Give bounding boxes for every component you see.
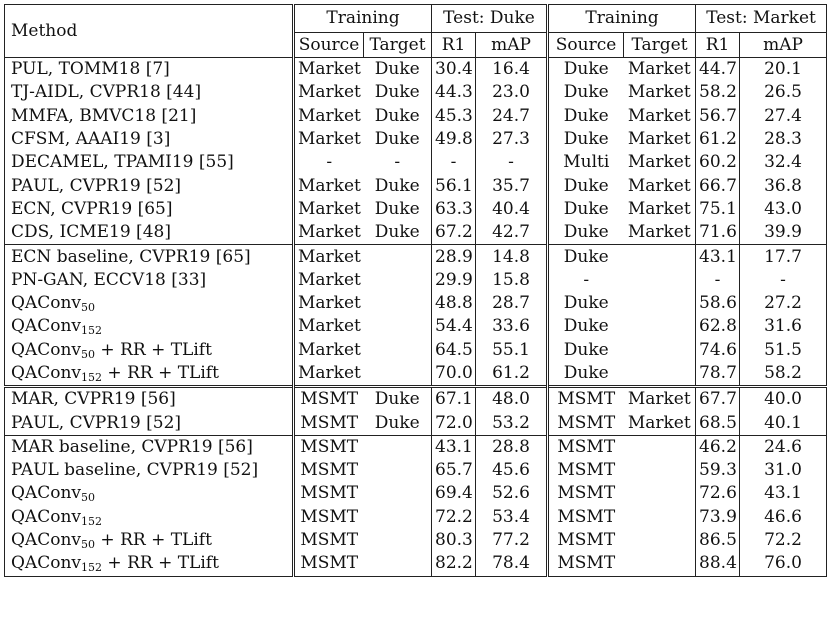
map-cell: 58.2 (740, 362, 827, 387)
r1-cell: 72.6 (696, 482, 740, 505)
method-depth: 50 (81, 347, 96, 361)
source-cell: Duke (548, 245, 624, 269)
header-r1: R1 (432, 33, 476, 58)
method-cell (5, 339, 294, 362)
map-cell: 61.2 (476, 362, 548, 387)
method-depth: 50 (81, 538, 96, 552)
r1-cell: - (696, 269, 740, 292)
table-row (5, 506, 827, 529)
source-cell: MSMT (300, 530, 359, 551)
source-cell: Market (298, 129, 361, 150)
r1-cell: 78.7 (696, 362, 740, 387)
source-cell: MSMT (294, 552, 364, 576)
source-cell: Market (298, 316, 361, 337)
target-cell: Market (627, 222, 691, 243)
r1-cell: 56.1 (432, 174, 476, 197)
r1-cell: 82.2 (432, 552, 476, 576)
r1-cell: 58.6 (696, 292, 740, 315)
target-cell (624, 339, 696, 362)
header-test-duke: Test: Duke (432, 5, 548, 33)
source-cell: MSMT (294, 435, 364, 459)
table-row (5, 387, 827, 412)
source-cell: Market (298, 363, 361, 383)
method-suffix: + RR + TLift (95, 530, 212, 551)
method-name: QAConv (11, 363, 82, 383)
header-r1: R1 (696, 33, 740, 58)
target-cell (364, 435, 432, 459)
method-depth: 152 (81, 514, 103, 528)
map-cell: 24.6 (740, 435, 827, 459)
source-cell: MSMT (300, 506, 359, 527)
map-cell: 27.3 (476, 128, 548, 151)
method-cell (5, 292, 294, 315)
r1-cell: 67.1 (432, 387, 476, 412)
target-cell (364, 269, 432, 292)
table-row (5, 552, 827, 576)
target-cell: Duke (374, 175, 420, 196)
method-suffix: + RR + TLift (102, 363, 219, 383)
r1-cell: 75.1 (696, 198, 740, 221)
map-cell: 43.1 (740, 482, 827, 505)
table-row (5, 198, 827, 221)
r1-cell: 71.6 (696, 221, 740, 245)
target-cell (624, 506, 696, 529)
target-cell (364, 506, 432, 529)
table-row (5, 245, 827, 269)
source-cell: Duke (563, 129, 609, 150)
r1-cell: 61.2 (696, 128, 740, 151)
method-depth: 152 (81, 371, 103, 384)
method-name: QAConv (11, 316, 82, 337)
r1-cell: 74.6 (696, 339, 740, 362)
method-cell: ECN, CVPR19 [65] (5, 198, 294, 221)
results-table (4, 4, 827, 577)
r1-cell: 48.8 (432, 292, 476, 315)
map-cell: 26.5 (740, 81, 827, 104)
target-cell: - (394, 152, 401, 173)
method-name: QAConv (11, 506, 82, 527)
map-cell: 27.2 (740, 292, 827, 315)
r1-cell: 44.7 (696, 58, 740, 82)
table-row (5, 435, 827, 459)
r1-cell: 58.2 (696, 81, 740, 104)
target-cell (624, 552, 696, 576)
map-cell: 42.7 (476, 221, 548, 245)
target-cell: Duke (374, 412, 420, 433)
r1-cell: 43.1 (696, 245, 740, 269)
method-cell: PN-GAN, ECCV18 [33] (5, 269, 294, 292)
r1-cell: 44.3 (432, 81, 476, 104)
method-cell: TJ-AIDL, CVPR18 [44] (5, 81, 294, 104)
source-cell: Market (298, 59, 361, 80)
source-cell: MSMT (548, 552, 624, 576)
r1-cell: 68.5 (696, 411, 740, 435)
source-cell: MSMT (300, 483, 359, 504)
method-cell: DECAMEL, TPAMI19 [55] (5, 151, 294, 174)
target-cell (364, 459, 432, 482)
table-row (5, 315, 827, 338)
source-cell: Duke (563, 105, 609, 126)
source-cell: MSMT (548, 387, 624, 412)
method-cell: CFSM, AAAI19 [3] (5, 128, 294, 151)
source-cell: MSMT (300, 412, 359, 433)
r1-cell: 62.8 (696, 315, 740, 338)
target-cell (364, 529, 432, 552)
source-cell: MSMT (557, 460, 616, 481)
target-cell: Market (627, 59, 691, 80)
map-cell: 15.8 (476, 269, 548, 292)
table-row (5, 151, 827, 174)
method-name: QAConv (11, 293, 82, 314)
table-row (5, 81, 827, 104)
map-cell: 39.9 (740, 221, 827, 245)
r1-cell: 80.3 (432, 529, 476, 552)
source-cell: Market (298, 175, 361, 196)
map-cell: 53.2 (476, 411, 548, 435)
table-header (5, 5, 827, 58)
method-depth: 152 (81, 324, 103, 338)
r1-cell: 28.9 (432, 245, 476, 269)
source-cell: MSMT (548, 435, 624, 459)
source-cell: Duke (563, 59, 609, 80)
method-cell (5, 506, 294, 529)
r1-cell: 67.7 (696, 387, 740, 412)
r1-cell: 66.7 (696, 174, 740, 197)
r1-cell: 59.3 (696, 459, 740, 482)
target-cell: Market (627, 129, 691, 150)
target-cell: Market (627, 152, 691, 173)
source-cell: Duke (563, 363, 609, 383)
map-cell: 48.0 (476, 387, 548, 412)
map-cell: 27.4 (740, 105, 827, 128)
table-body (5, 58, 827, 577)
map-cell: - (740, 269, 827, 292)
target-cell (624, 459, 696, 482)
r1-cell: 72.0 (432, 411, 476, 435)
source-cell: Market (298, 198, 361, 219)
r1-cell: 63.3 (432, 198, 476, 221)
target-cell: Market (627, 175, 691, 196)
target-cell (364, 292, 432, 315)
method-suffix: + RR + TLift (95, 339, 212, 360)
method-name: QAConv (11, 339, 82, 360)
target-cell (624, 529, 696, 552)
r1-cell: 43.1 (432, 435, 476, 459)
target-cell (624, 435, 696, 459)
map-cell: 24.7 (476, 105, 548, 128)
map-cell: 51.5 (740, 339, 827, 362)
r1-cell: 45.3 (432, 105, 476, 128)
map-cell: 16.4 (476, 58, 548, 82)
target-cell (364, 552, 432, 576)
source-cell: Market (298, 269, 361, 290)
target-cell: Duke (374, 59, 420, 80)
target-cell (624, 315, 696, 338)
header-target: Target (364, 33, 432, 58)
source-cell: Market (298, 293, 361, 314)
table-row (5, 339, 827, 362)
target-cell (624, 269, 696, 292)
map-cell: 31.6 (740, 315, 827, 338)
source-cell: MSMT (557, 506, 616, 527)
target-cell (624, 292, 696, 315)
source-cell: Duke (563, 198, 609, 219)
source-cell: Market (298, 339, 361, 360)
r1-cell: 64.5 (432, 339, 476, 362)
map-cell: 40.1 (740, 411, 827, 435)
map-cell: 17.7 (740, 245, 827, 269)
source-cell: Duke (563, 339, 609, 360)
map-cell: 14.8 (476, 245, 548, 269)
method-cell: CDS, ICME19 [48] (5, 221, 294, 245)
target-cell: Market (627, 412, 691, 433)
source-cell: Market (298, 82, 361, 103)
header-training-market: Training (548, 5, 696, 33)
source-cell: MSMT (557, 530, 616, 551)
header-method: Method (5, 5, 294, 58)
map-cell: - (476, 151, 548, 174)
map-cell: 20.1 (740, 58, 827, 82)
map-cell: 43.0 (740, 198, 827, 221)
map-cell: 77.2 (476, 529, 548, 552)
map-cell: 76.0 (740, 552, 827, 576)
table-row (5, 411, 827, 435)
method-cell: PAUL, CVPR19 [52] (5, 174, 294, 197)
r1-cell: 46.2 (696, 435, 740, 459)
target-cell: Duke (374, 105, 420, 126)
target-cell (364, 245, 432, 269)
method-name: QAConv (11, 553, 82, 574)
target-cell: Duke (374, 129, 420, 150)
target-cell (624, 482, 696, 505)
map-cell: 31.0 (740, 459, 827, 482)
map-cell: 53.4 (476, 506, 548, 529)
source-cell: MSMT (557, 412, 616, 433)
map-cell: 28.3 (740, 128, 827, 151)
table-row (5, 105, 827, 128)
table-row (5, 221, 827, 245)
table-row (5, 174, 827, 197)
r1-cell: 86.5 (696, 529, 740, 552)
map-cell: 72.2 (740, 529, 827, 552)
method-cell (5, 552, 294, 576)
method-cell: ECN baseline, CVPR19 [65] (5, 245, 294, 269)
table-row (5, 128, 827, 151)
table-row (5, 529, 827, 552)
r1-cell: 54.4 (432, 315, 476, 338)
target-cell: Duke (374, 198, 420, 219)
source-cell: Duke (563, 222, 609, 243)
source-cell: - (326, 152, 333, 173)
r1-cell: 72.2 (432, 506, 476, 529)
r1-cell: 88.4 (696, 552, 740, 576)
map-cell: 28.7 (476, 292, 548, 315)
source-cell: Duke (563, 293, 609, 314)
map-cell: 35.7 (476, 174, 548, 197)
source-cell: Duke (563, 316, 609, 337)
map-cell: 46.6 (740, 506, 827, 529)
header-map: mAP (740, 33, 827, 58)
header-source: Source (548, 33, 624, 58)
target-cell (624, 245, 696, 269)
source-cell: Multi (563, 152, 610, 173)
target-cell: Market (627, 105, 691, 126)
method-depth: 50 (81, 491, 96, 505)
table-row (5, 292, 827, 315)
target-cell: Market (627, 82, 691, 103)
method-cell: MAR, CVPR19 [56] (5, 387, 294, 412)
target-cell (624, 362, 696, 387)
table-row (5, 269, 827, 292)
r1-cell: 49.8 (432, 128, 476, 151)
source-cell: Market (298, 222, 361, 243)
source-cell: MSMT (300, 460, 359, 481)
target-cell (364, 315, 432, 338)
method-cell (5, 529, 294, 552)
source-cell: MSMT (294, 387, 364, 412)
map-cell: 40.4 (476, 198, 548, 221)
source-cell: Market (298, 105, 361, 126)
table-row (5, 482, 827, 505)
map-cell: 55.1 (476, 339, 548, 362)
target-cell: Duke (374, 222, 420, 243)
header-test-market: Test: Market (696, 5, 827, 33)
map-cell: 45.6 (476, 459, 548, 482)
r1-cell: 56.7 (696, 105, 740, 128)
source-cell: Market (294, 245, 364, 269)
r1-cell: 67.2 (432, 221, 476, 245)
method-depth: 50 (81, 301, 96, 315)
map-cell: 78.4 (476, 552, 548, 576)
header-source: Source (294, 33, 364, 58)
method-cell: MAR baseline, CVPR19 [56] (5, 435, 294, 459)
target-cell (364, 362, 432, 387)
method-cell: PUL, TOMM18 [7] (5, 58, 294, 82)
target-cell: Market (624, 387, 696, 412)
map-cell: 33.6 (476, 315, 548, 338)
map-cell: 28.8 (476, 435, 548, 459)
header-training-duke: Training (294, 5, 432, 33)
target-cell (364, 482, 432, 505)
table-row (5, 459, 827, 482)
map-cell: 32.4 (740, 151, 827, 174)
r1-cell: 69.4 (432, 482, 476, 505)
method-name: QAConv (11, 483, 82, 504)
table-row (5, 58, 827, 82)
table-row (5, 362, 827, 387)
target-cell: Duke (364, 387, 432, 412)
r1-cell: 73.9 (696, 506, 740, 529)
header-map: mAP (476, 33, 548, 58)
method-depth: 152 (81, 561, 103, 575)
method-cell: PAUL baseline, CVPR19 [52] (5, 459, 294, 482)
method-name: QAConv (11, 530, 82, 551)
r1-cell: 60.2 (696, 151, 740, 174)
method-cell (5, 315, 294, 338)
method-cell (5, 482, 294, 505)
header-target: Target (624, 33, 696, 58)
map-cell: 23.0 (476, 81, 548, 104)
source-cell: Duke (563, 175, 609, 196)
target-cell: Duke (374, 82, 420, 103)
r1-cell: 29.9 (432, 269, 476, 292)
map-cell: 36.8 (740, 174, 827, 197)
target-cell (364, 339, 432, 362)
r1-cell: 70.0 (432, 362, 476, 387)
source-cell: Duke (563, 82, 609, 103)
source-cell: MSMT (557, 483, 616, 504)
map-cell: 40.0 (740, 387, 827, 412)
r1-cell: 65.7 (432, 459, 476, 482)
method-cell: PAUL, CVPR19 [52] (5, 411, 294, 435)
r1-cell: - (432, 151, 476, 174)
source-cell: - (583, 269, 590, 290)
method-cell: MMFA, BMVC18 [21] (5, 105, 294, 128)
r1-cell: 30.4 (432, 58, 476, 82)
target-cell: Market (627, 198, 691, 219)
method-cell (5, 362, 294, 387)
method-suffix: + RR + TLift (102, 553, 219, 574)
map-cell: 52.6 (476, 482, 548, 505)
